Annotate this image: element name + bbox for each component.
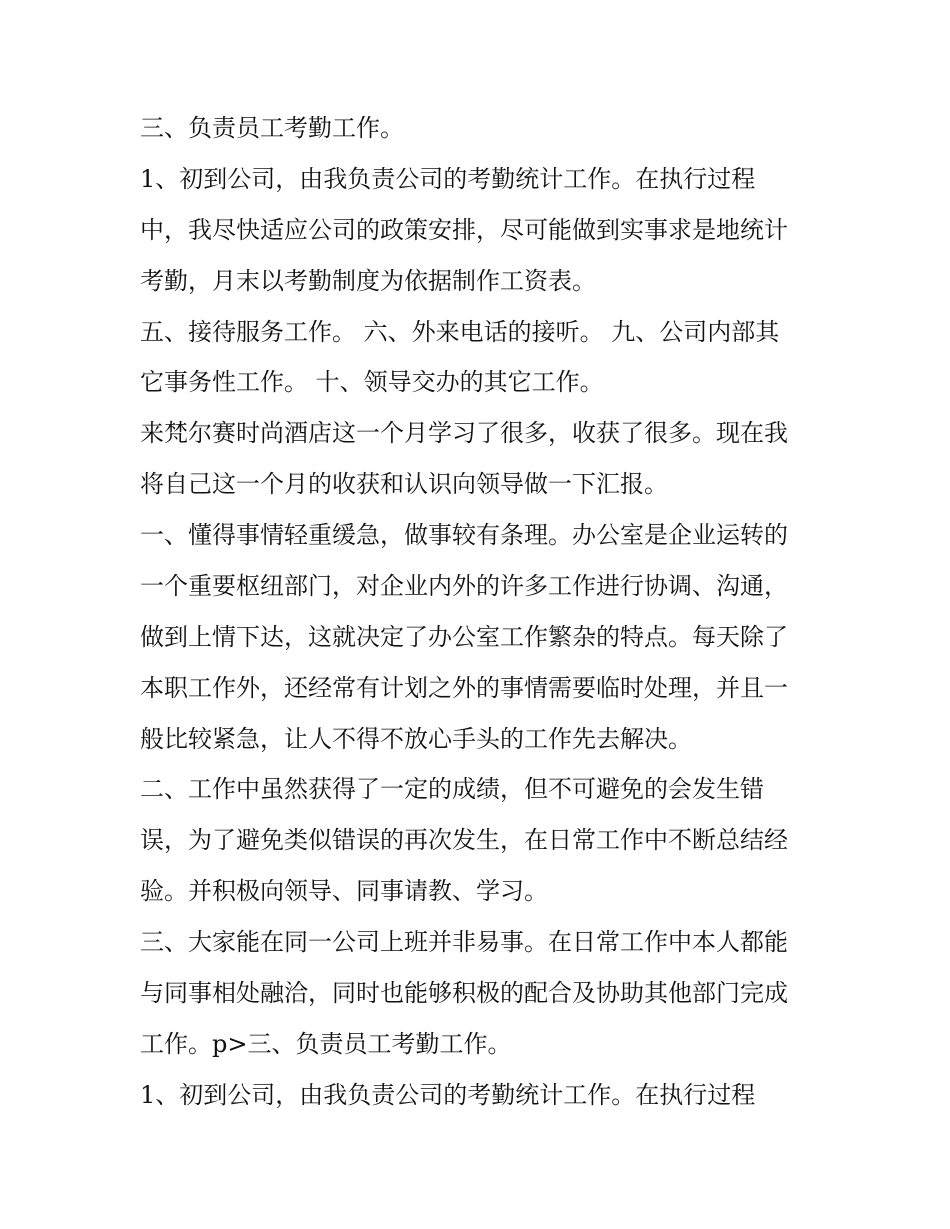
text-line: 三、大家能在同一公司上班并非易事。在日常工作中本人都能 (140, 928, 788, 956)
text-line: 工作。p>三、负责员工考勤工作。 (140, 1030, 512, 1058)
text-line: 五、接待服务工作。 六、外来电话的接听。 九、公司内部其 (140, 318, 780, 346)
text-line: 它事务性工作。 十、领导交办的其它工作。 (140, 368, 604, 396)
text-line: 中，我尽快适应公司的政策安排，尽可能做到实事求是地统计 (140, 216, 788, 244)
text-line: 1、初到公司，由我负责公司的考勤统计工作。在执行过程 (140, 165, 756, 193)
text-line: 与同事相处融洽，同时也能够积极的配合及协助其他部门完成 (140, 979, 788, 1007)
text-line: 验。并积极向领导、同事请教、学习。 (140, 877, 548, 905)
text-line: 误，为了避免类似错误的再次发生，在日常工作中不断总结经 (140, 826, 788, 854)
text-line: 考勤，月末以考勤制度为依据制作工资表。 (140, 267, 596, 295)
text-line: 将自己这一个月的收获和认识向领导做一下汇报。 (140, 470, 668, 498)
text-line: 二、工作中虽然获得了一定的成绩，但不可避免的会发生错 (140, 775, 764, 803)
text-line: 本职工作外，还经常有计划之外的事情需要临时处理，并且一 (140, 674, 788, 702)
text-line: 般比较紧急，让人不得不放心手头的工作先去解决。 (140, 725, 692, 753)
text-line: 做到上情下达，这就决定了办公室工作繁杂的特点。每天除了 (140, 623, 788, 651)
text-line: 三、负责员工考勤工作。 (140, 114, 404, 142)
text-line: 1、初到公司，由我负责公司的考勤统计工作。在执行过程 (140, 1081, 756, 1109)
text-line: 一、懂得事情轻重缓急，做事较有条理。办公室是企业运转的 (140, 521, 788, 549)
text-line: 来梵尔赛时尚酒店这一个月学习了很多，收获了很多。现在我 (140, 419, 788, 447)
text-line: 一个重要枢纽部门，对企业内外的许多工作进行协调、沟通， (140, 572, 788, 600)
